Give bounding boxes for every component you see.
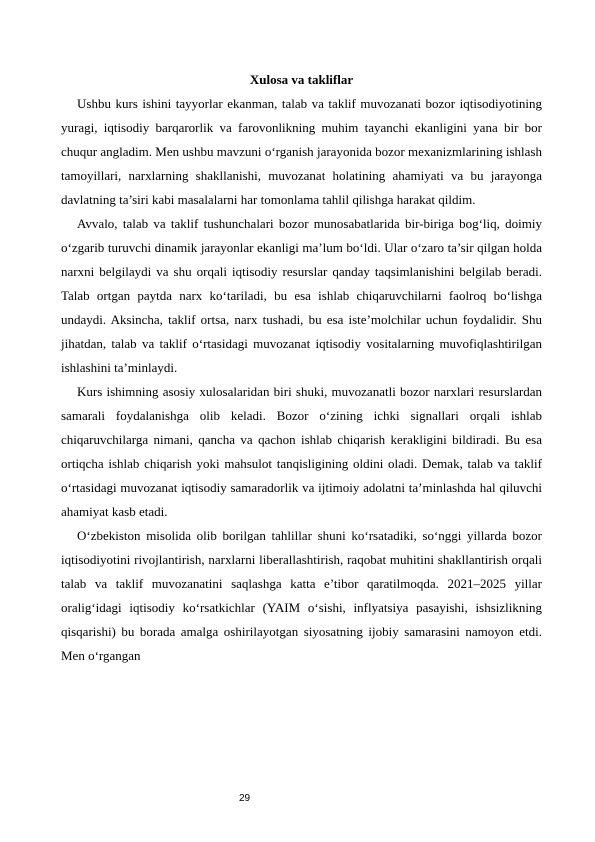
document-page [61,68,542,668]
section-title: Xulosa va takliflar [249,72,354,87]
paragraph-4: O‘zbekiston misolida olib borilgan tahlillar shuni ko‘rsatadiki, so‘nggi yillarda bozor iqtisodiyotini rivojlantirish, narxlarni liberallashtirish, raqobat muhitini shakllantirish orqali talab va taklif muvozanatini saqlashga katta e’tibor qaratilmoqda. 2021–2025 yillar oralig‘idagi iqtisodiy ko‘rsatkichlar (YAIM o‘sishi, inflyatsiya pasayishi, ishsizlikning qisqarishi) bu borada amalga oshirilayotgan siyosatning ijobiy samarasini namoyon etdi. Men o‘rgangan [61,528,542,663]
paragraph-1: Ushbu kurs ishini tayyorlar ekanman, talab va taklif muvozanati bozor iqtisodiyotining yuragi, iqtisodiy barqarorlik va farovonlikning muhim tayanchi ekanligini yana bir bor chuqur angladim. Men ushbu mavzuni o‘rganish jarayonida bozor mexanizmlarining ishlash tamoyillari, narxlarning shakllanishi, muvozanat holatining ahamiyati va bu jarayonga davlatning ta’siri kabi masalalarni har tomonlama tahlil qilishga harakat qildim. [61,96,542,207]
paragraph-3: Kurs ishimning asosiy xulosalaridan biri shuki, muvozanatli bozor narxlari resurslardan samarali foydalanishga olib keladi. Bozor o‘zining ichki signallari orqali ishlab chiqaruvchilarga nimani, qancha va qachon ishlab chiqarish kerakligini bildiradi. Bu esa ortiqcha ishlab chiqarish yoki mahsulot tanqisligining oldini oladi. Demak, talab va taklif o‘rtasidagi muvozanat iqtisodiy samaradorlik va ijtimoiy adolatni ta’minlashda hal qiluvchi ahamiyat kasb etadi. [61,384,542,519]
page-number: 29 [238,793,251,804]
paragraph-2: Avvalo, talab va taklif tushunchalari bozor munosabatlarida bir-biriga bog‘liq, doimiy o‘zgarib turuvchi dinamik jarayonlar ekanligi ma’lum bo‘ldi. Ular o‘zaro ta’sir qilgan holda narxni belgilaydi va shu orqali iqtisodiy resurslar qanday taqsimlanishini belgilab beradi. Talab ortgan paytda narx ko‘tariladi, bu esa ishlab chiqaruvchilarni faolroq bo‘lishga undaydi. Aksincha, taklif ortsa, narx tushadi, bu esa iste’molchilar uchun foydalidir. Shu jihatdan, talab va taklif o‘rtasidagi muvozanat iqtisodiy vositalarning muvofiqlashtirilgan ishlashini ta’minlaydi. [61,216,542,375]
